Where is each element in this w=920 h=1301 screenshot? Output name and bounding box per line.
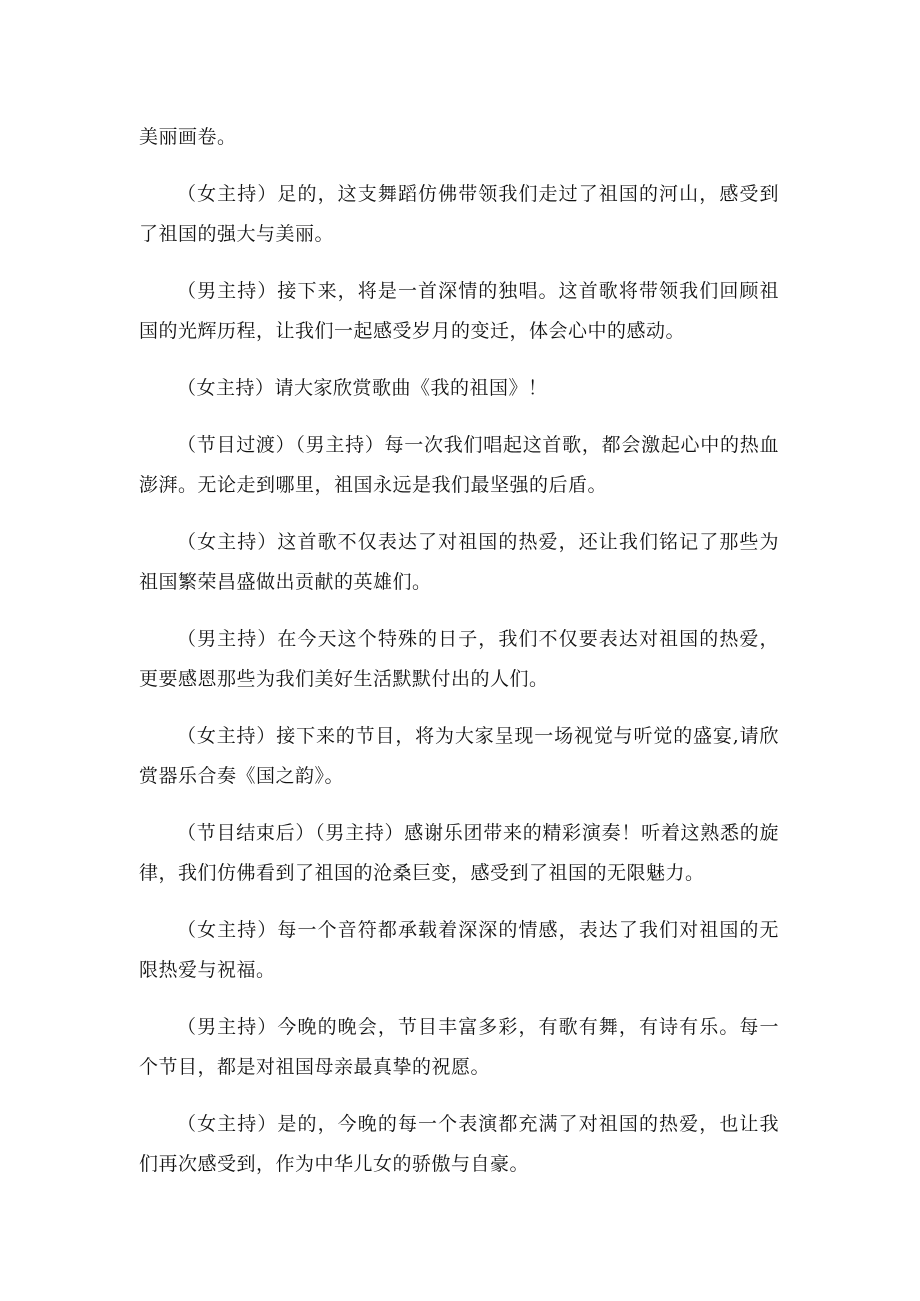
paragraph-continuation: 美丽画卷。 xyxy=(139,126,237,148)
paragraph-female-host-song-title: （女主持）请大家欣赏歌曲《我的祖国》！ xyxy=(177,377,548,399)
paragraph-female-host-heroes: （女主持）这首歌不仅表达了对祖国的热爱，还让我们铭记了那些为祖国繁荣昌盛做出贡献的英雄们。 xyxy=(139,531,779,593)
paragraph-male-host-gratitude: （男主持）在今天这个特殊的日子，我们不仅要表达对祖国的热爱，更要感恩那些为我们美好生活默默付出的人们。 xyxy=(139,628,779,690)
paragraph-male-host-solo-intro: （男主持）接下来，将是一首深情的独唱。这首歌将带领我们回顾祖国的光辉历程，让我们一起感受岁月的变迁，体会心中的感动。 xyxy=(139,280,779,342)
paragraph-female-host-notes: （女主持）每一个音符都承载着深深的情感，表达了我们对祖国的无限热爱与祝福。 xyxy=(139,919,779,981)
paragraph-male-host-evening: （男主持）今晚的晚会，节目丰富多彩，有歌有舞，有诗有乐。每一个节目，都是对祖国母亲最真挚的祝愿。 xyxy=(139,1016,779,1078)
paragraph-after-program-male-host: （节目结束后）（男主持）感谢乐团带来的精彩演奏！听着这熟悉的旋律，我们仿佛看到了祖国的沧桑巨变，感受到了祖国的无限魅力。 xyxy=(139,822,779,884)
document-body xyxy=(139,117,779,1201)
paragraph-female-host-dance: （女主持）足的，这支舞蹈仿佛带领我们走过了祖国的河山，感受到了祖国的强大与美丽。 xyxy=(139,183,779,245)
paragraph-female-host-ensemble-intro: （女主持）接下来的节目，将为大家呈现一场视觉与听觉的盛宴,请欣赏器乐合奏《国之韵》。 xyxy=(139,725,779,787)
paragraph-transition-male-host: （节目过渡）（男主持）每一次我们唱起这首歌，都会激起心中的热血澎湃。无论走到哪里，祖国永远是我们最坚强的后盾。 xyxy=(139,434,779,496)
paragraph-female-host-pride: （女主持）是的，今晚的每一个表演都充满了对祖国的热爱，也让我们再次感受到，作为中华儿女的骄傲与自豪。 xyxy=(139,1113,779,1175)
